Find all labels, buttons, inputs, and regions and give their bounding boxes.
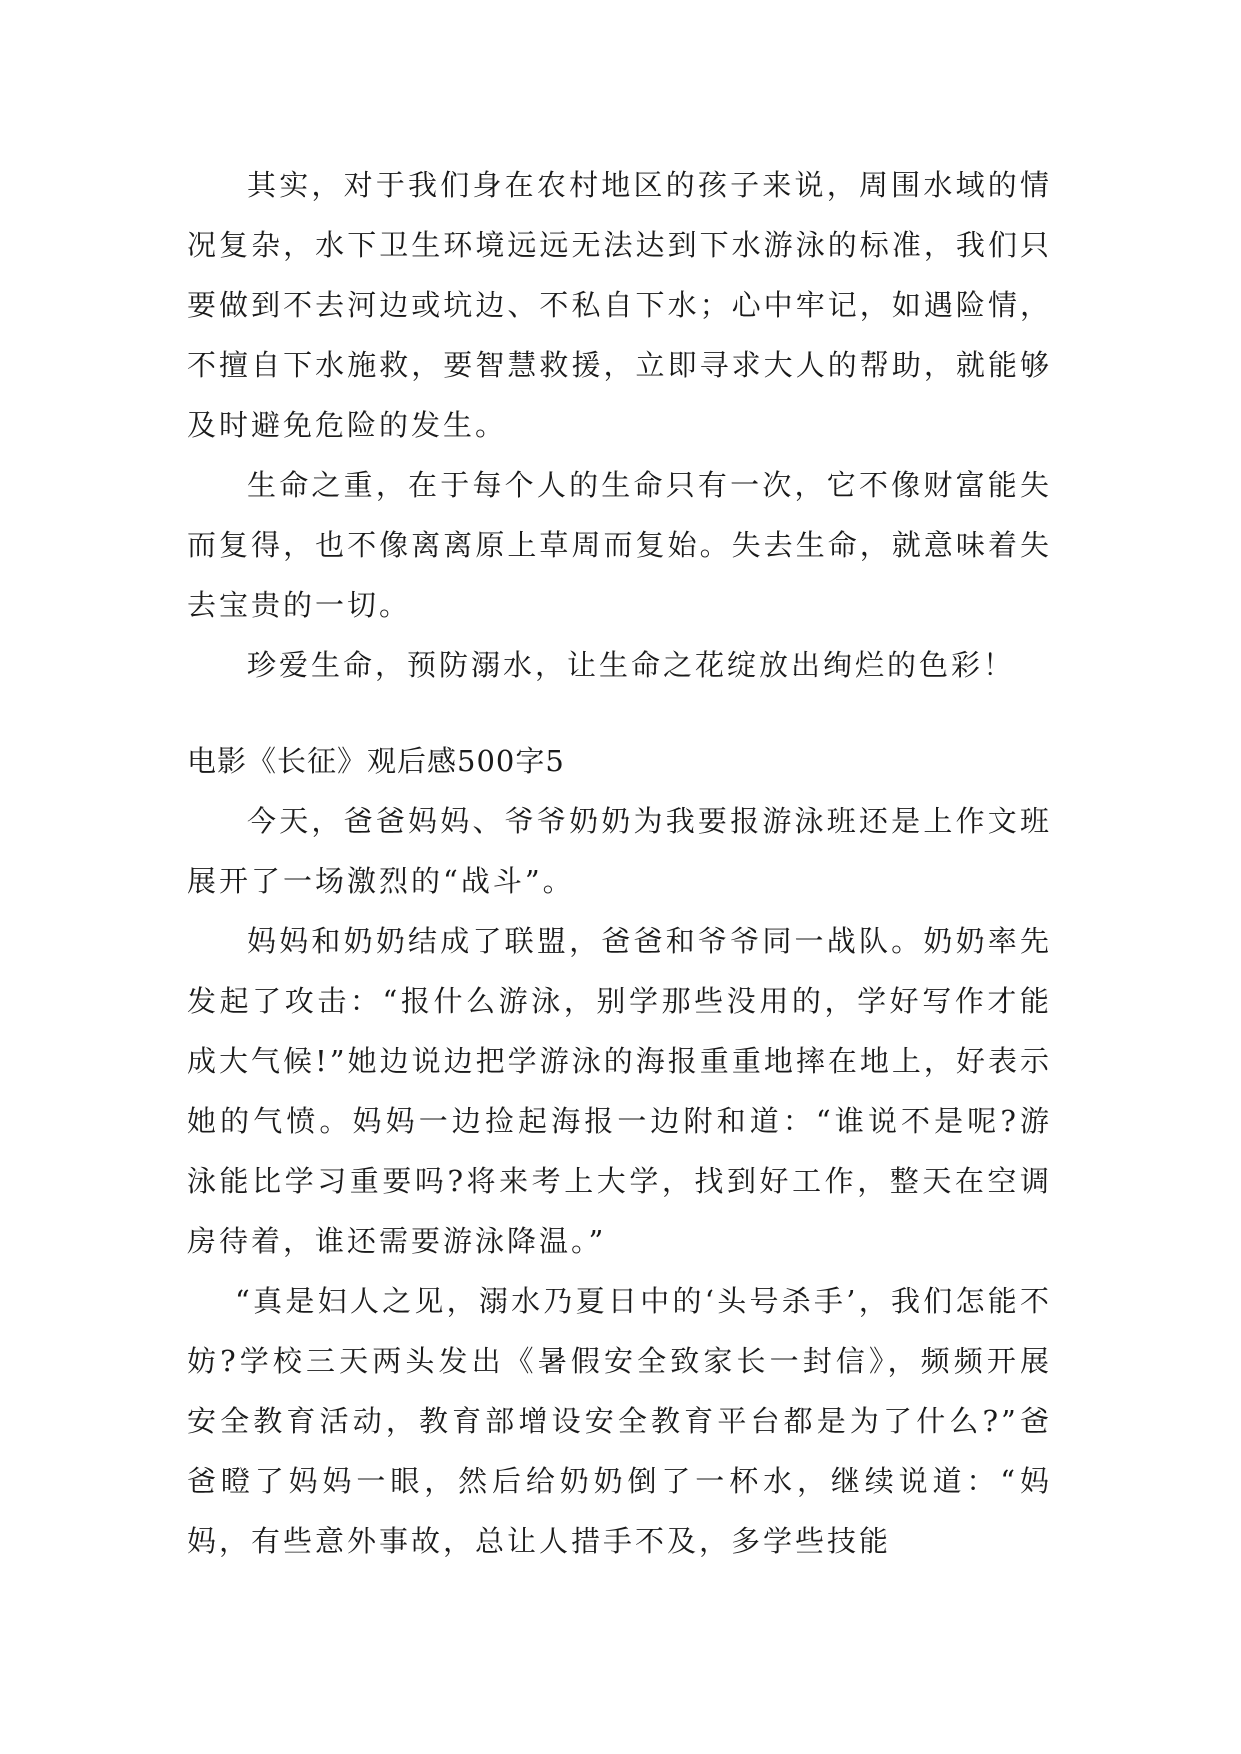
paragraph-safety-advice: 其实，对于我们身在农村地区的孩子来说，周围水域的情况复杂，水下卫生环境远远无法达到下水游泳的标准，我们只要做到不去河边或坑边、不私自下水；心中牢记，如遇险情，不擅自下水施救，要智慧救援，立即寻求大人的帮助，就能够及时避免危险的发生。 [187,168,1052,442]
paragraph-dad-reply: “真是妇人之见，溺水乃夏日中的‘头号杀手’，我们怎能不妨?学校三天两头发出《暑假安全致家长一封信》，频频开展安全教育活动，教育部增设安全教育平台都是为了什么?”爸爸瞪了妈妈一眼，然后给奶奶倒了一杯水，继续说道：“妈妈，有些意外事故，总让人措手不及，多学些技能 [187,1284,1052,1558]
section-title: 电影《长征》观后感500字5 [187,744,565,778]
paragraph-slogan: 珍爱生命，预防溺水，让生命之花绽放出绚烂的色彩！ [247,648,1016,682]
paragraph-grandma-mom: 妈妈和奶奶结成了联盟，爸爸和爷爷同一战队。奶奶率先发起了攻击：“报什么游泳，别学那些没用的，学好写作才能成大气候!”她边说边把学游泳的海报重重地摔在地上，好表示她的气愤。妈妈一边捡起海报一边附和道：“谁说不是呢?游泳能比学习重要吗?将来考上大学，找到好工作，整天在空调房待着，谁还需要游泳降温。” [187,924,1052,1258]
paragraph-intro: 今天，爸爸妈妈、爷爷奶奶为我要报游泳班还是上作文班展开了一场激烈的“战斗”。 [187,804,1052,898]
paragraph-value-of-life: 生命之重，在于每个人的生命只有一次，它不像财富能失而复得，也不像离离原上草周而复始。失去生命，就意味着失去宝贵的一切。 [187,468,1052,622]
document-body [187,155,1052,1571]
